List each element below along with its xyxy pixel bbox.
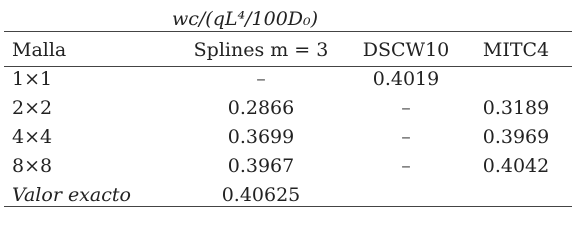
top-rule xyxy=(4,31,572,32)
cell-dscw-2x2: – xyxy=(401,97,411,119)
cell-malla-2x2: 2×2 xyxy=(12,97,53,119)
cell-dscw-8x8: – xyxy=(401,155,411,177)
cell-malla-exact: Valor exacto xyxy=(12,184,131,206)
cell-splines-2x2: 0.2866 xyxy=(227,97,295,119)
cell-malla-4x4: 4×4 xyxy=(12,126,53,148)
cell-mitc-8x8: 0.4042 xyxy=(482,155,550,177)
cell-splines-4x4: 0.3699 xyxy=(227,126,295,148)
cell-malla-1x1: 1×1 xyxy=(12,68,53,90)
cell-dscw-1x1: 0.4019 xyxy=(372,68,440,90)
bottom-rule xyxy=(4,206,572,207)
super-header: wc/(qL⁴/100D₀) xyxy=(172,8,319,30)
header-malla: Malla xyxy=(12,39,67,61)
cell-splines-8x8: 0.3967 xyxy=(227,155,295,177)
header-splines: Splines m = 3 xyxy=(193,39,329,61)
cell-malla-8x8: 8×8 xyxy=(12,155,53,177)
cell-splines-1x1: – xyxy=(256,68,266,90)
header-mitc4: MITC4 xyxy=(482,39,550,61)
cell-mitc-2x2: 0.3189 xyxy=(482,97,550,119)
cell-splines-exact: 0.40625 xyxy=(221,184,301,206)
header-dscw10: DSCW10 xyxy=(362,39,450,61)
cell-mitc-4x4: 0.3969 xyxy=(482,126,550,148)
cell-dscw-4x4: – xyxy=(401,126,411,148)
